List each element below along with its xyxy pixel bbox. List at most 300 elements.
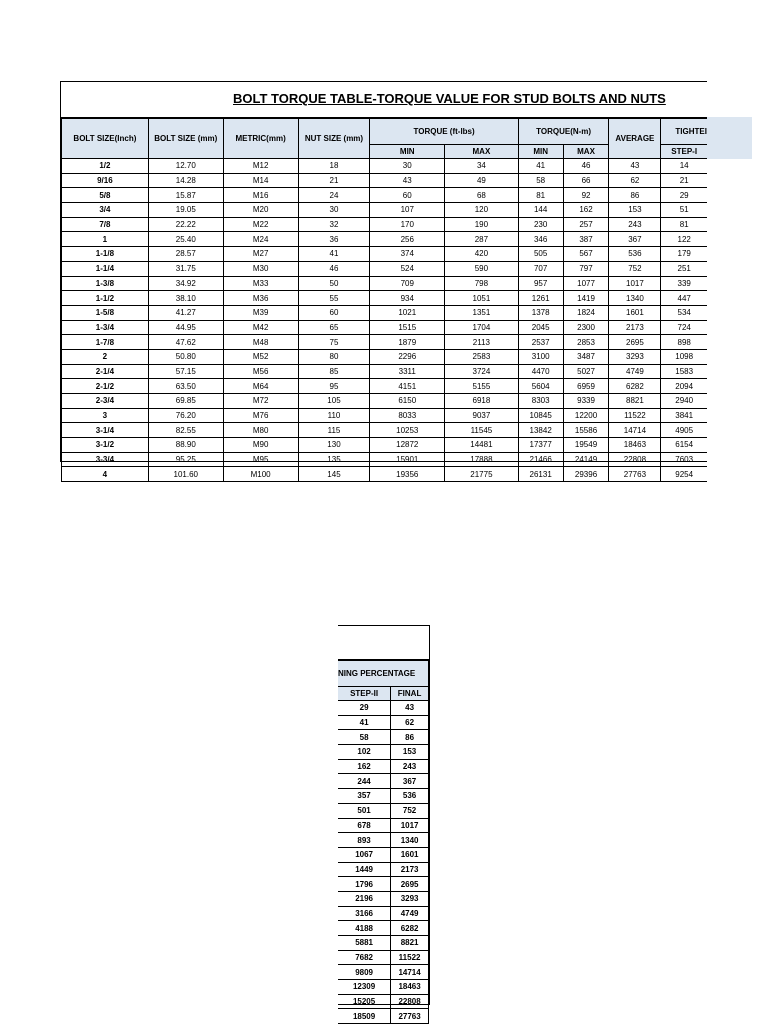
table-body-continued — [338, 701, 429, 1024]
cell-final: 4749 — [391, 906, 429, 921]
cell-bolt-size-inch: 3-1/2 — [62, 438, 149, 453]
cell-final: 243 — [391, 759, 429, 774]
cell-step1: 2940 — [661, 394, 707, 409]
cell-step1: 447 — [661, 291, 707, 306]
cell-ftlbs-max: 1051 — [445, 291, 519, 306]
cell-metric: M12 — [223, 159, 298, 174]
table-row — [338, 701, 429, 716]
cell-average: 1340 — [609, 291, 661, 306]
cell-nm-min: 4470 — [518, 364, 563, 379]
table-row — [62, 203, 708, 218]
cell-bolt-size-inch: 1-3/4 — [62, 320, 149, 335]
cell-ftlbs-max: 590 — [445, 261, 519, 276]
cell-step2: 7682 — [338, 950, 391, 965]
cell-nm-min: 26131 — [518, 467, 563, 482]
cell-final: 6282 — [391, 921, 429, 936]
cell-ftlbs-max: 5155 — [445, 379, 519, 394]
cell-bolt-size-mm: 63.50 — [148, 379, 223, 394]
cell-final: 8821 — [391, 936, 429, 951]
cell-nut-size: 135 — [298, 452, 370, 467]
cell-step2: 162 — [338, 759, 391, 774]
cell-step1: 534 — [661, 305, 707, 320]
cell-nm-min: 1378 — [518, 305, 563, 320]
cell-ftlbs-min: 170 — [370, 217, 445, 232]
table-row — [338, 730, 429, 745]
cell-step1: 339 — [661, 276, 707, 291]
cell-ftlbs-min: 709 — [370, 276, 445, 291]
cell-bolt-size-mm: 76.20 — [148, 408, 223, 423]
cell-step2: 5881 — [338, 936, 391, 951]
cell-nm-max: 29396 — [563, 467, 609, 482]
cell-ftlbs-min: 19356 — [370, 467, 445, 482]
cell-metric: M95 — [223, 452, 298, 467]
cell-nm-max: 1824 — [563, 305, 609, 320]
cell-ftlbs-max: 11545 — [445, 423, 519, 438]
cell-metric: M52 — [223, 349, 298, 364]
cell-bolt-size-mm: 69.85 — [148, 394, 223, 409]
cell-nut-size: 21 — [298, 173, 370, 188]
cell-nm-min: 707 — [518, 261, 563, 276]
cell-bolt-size-mm: 47.62 — [148, 335, 223, 350]
cell-step1: 14 — [661, 159, 707, 174]
cell-metric: M100 — [223, 467, 298, 482]
cell-ftlbs-max: 9037 — [445, 408, 519, 423]
cell-bolt-size-inch: 3-3/4 — [62, 452, 149, 467]
cell-nm-min: 230 — [518, 217, 563, 232]
table-row — [62, 320, 708, 335]
cell-metric: M14 — [223, 173, 298, 188]
cell-nm-min: 21466 — [518, 452, 563, 467]
cell-step2: 4188 — [338, 921, 391, 936]
cell-nm-max: 2300 — [563, 320, 609, 335]
cell-bolt-size-inch: 3 — [62, 408, 149, 423]
header-nm-max: MAX — [563, 145, 609, 159]
cell-final: 2695 — [391, 877, 429, 892]
torque-table — [61, 118, 707, 482]
cell-ftlbs-min: 10253 — [370, 423, 445, 438]
table-row — [338, 847, 429, 862]
cell-ftlbs-min: 1879 — [370, 335, 445, 350]
cell-nm-min: 41 — [518, 159, 563, 174]
cell-average: 1601 — [609, 305, 661, 320]
header-torque-ftlbs: TORQUE (ft-lbs) — [370, 119, 518, 145]
cell-ftlbs-max: 798 — [445, 276, 519, 291]
cell-nm-max: 6959 — [563, 379, 609, 394]
table-row — [62, 423, 708, 438]
cell-nut-size: 65 — [298, 320, 370, 335]
cell-nm-max: 66 — [563, 173, 609, 188]
header-nut-size: NUT SIZE (mm) — [298, 119, 370, 159]
header-torque-nm: TORQUE(N-m) — [518, 119, 609, 145]
cell-final: 1340 — [391, 833, 429, 848]
cell-final: 18463 — [391, 980, 429, 995]
cell-step1: 1583 — [661, 364, 707, 379]
cell-nut-size: 55 — [298, 291, 370, 306]
cell-ftlbs-max: 287 — [445, 232, 519, 247]
cell-bolt-size-inch: 1-7/8 — [62, 335, 149, 350]
cell-nm-max: 1077 — [563, 276, 609, 291]
cell-ftlbs-min: 15901 — [370, 452, 445, 467]
cell-nut-size: 85 — [298, 364, 370, 379]
cell-final: 27763 — [391, 1009, 429, 1024]
cell-step2: 29 — [338, 701, 391, 716]
table-row — [338, 921, 429, 936]
header-step1: STEP-I — [661, 145, 707, 159]
cell-nut-size: 50 — [298, 276, 370, 291]
table-row — [338, 1009, 429, 1024]
cell-bolt-size-mm: 38.10 — [148, 291, 223, 306]
cell-nut-size: 115 — [298, 423, 370, 438]
cell-nm-min: 2045 — [518, 320, 563, 335]
table-row — [62, 159, 708, 174]
cell-average: 8821 — [609, 394, 661, 409]
cell-step1: 21 — [661, 173, 707, 188]
table-row — [338, 759, 429, 774]
cell-ftlbs-max: 17888 — [445, 452, 519, 467]
cell-metric: M16 — [223, 188, 298, 203]
cell-bolt-size-mm: 19.05 — [148, 203, 223, 218]
cell-average: 1017 — [609, 276, 661, 291]
cell-nm-max: 162 — [563, 203, 609, 218]
cell-nut-size: 130 — [298, 438, 370, 453]
cell-bolt-size-inch: 2-1/2 — [62, 379, 149, 394]
cell-nm-min: 17377 — [518, 438, 563, 453]
cell-metric: M42 — [223, 320, 298, 335]
cell-ftlbs-min: 1515 — [370, 320, 445, 335]
cell-nut-size: 105 — [298, 394, 370, 409]
cell-bolt-size-mm: 34.92 — [148, 276, 223, 291]
cell-step1: 81 — [661, 217, 707, 232]
cell-nm-max: 3487 — [563, 349, 609, 364]
header-nm-min: MIN — [518, 145, 563, 159]
table-row — [62, 217, 708, 232]
cell-step2: 357 — [338, 789, 391, 804]
table-row — [62, 305, 708, 320]
cell-ftlbs-min: 12872 — [370, 438, 445, 453]
cell-ftlbs-min: 43 — [370, 173, 445, 188]
cell-metric: M27 — [223, 247, 298, 262]
cell-bolt-size-mm: 31.75 — [148, 261, 223, 276]
table-row — [62, 379, 708, 394]
cell-step2: 9809 — [338, 965, 391, 980]
cell-nut-size: 60 — [298, 305, 370, 320]
table-row — [338, 965, 429, 980]
cell-ftlbs-max: 49 — [445, 173, 519, 188]
table-row — [338, 877, 429, 892]
table-row — [62, 291, 708, 306]
header-continuation-fill — [707, 117, 752, 159]
table-row — [338, 980, 429, 995]
cell-bolt-size-mm: 82.55 — [148, 423, 223, 438]
cell-bolt-size-inch: 1-1/2 — [62, 291, 149, 306]
cell-step2: 893 — [338, 833, 391, 848]
cell-bolt-size-mm: 41.27 — [148, 305, 223, 320]
cell-bolt-size-inch: 1/2 — [62, 159, 149, 174]
cell-bolt-size-mm: 12.70 — [148, 159, 223, 174]
table-row — [338, 745, 429, 760]
cell-nm-max: 2853 — [563, 335, 609, 350]
cell-nm-min: 3100 — [518, 349, 563, 364]
table-row — [62, 349, 708, 364]
cell-nm-max: 92 — [563, 188, 609, 203]
cell-step2: 18509 — [338, 1009, 391, 1024]
header-average: AVERAGE — [609, 119, 661, 159]
cell-step1: 51 — [661, 203, 707, 218]
table-row — [338, 715, 429, 730]
cell-metric: M30 — [223, 261, 298, 276]
cell-ftlbs-min: 256 — [370, 232, 445, 247]
cell-final: 62 — [391, 715, 429, 730]
cell-nut-size: 46 — [298, 261, 370, 276]
cell-final: 1017 — [391, 818, 429, 833]
cell-final: 14714 — [391, 965, 429, 980]
cell-average: 86 — [609, 188, 661, 203]
cell-final: 2173 — [391, 862, 429, 877]
cell-average: 22808 — [609, 452, 661, 467]
cell-step2: 678 — [338, 818, 391, 833]
cell-step2: 15205 — [338, 994, 391, 1009]
cell-ftlbs-max: 190 — [445, 217, 519, 232]
cell-final: 43 — [391, 701, 429, 716]
table-row — [62, 452, 708, 467]
header-bolt-size-inch: BOLT SIZE(Inch) — [62, 119, 149, 159]
cell-ftlbs-max: 14481 — [445, 438, 519, 453]
cell-final: 11522 — [391, 950, 429, 965]
table-row — [338, 774, 429, 789]
table-row — [62, 188, 708, 203]
cell-bolt-size-mm: 28.57 — [148, 247, 223, 262]
cell-nut-size: 95 — [298, 379, 370, 394]
page-title: BOLT TORQUE TABLE-TORQUE VALUE FOR STUD BOLTS AND NUTS — [233, 91, 666, 106]
cell-final: 86 — [391, 730, 429, 745]
torque-table-page-1 — [60, 81, 707, 479]
cell-nm-min: 2537 — [518, 335, 563, 350]
cell-ftlbs-max: 120 — [445, 203, 519, 218]
cell-metric: M80 — [223, 423, 298, 438]
torque-table-page-2 — [338, 625, 430, 1021]
cell-bolt-size-inch: 1-1/4 — [62, 261, 149, 276]
table-row — [62, 232, 708, 247]
cell-average: 752 — [609, 261, 661, 276]
cell-nm-min: 10845 — [518, 408, 563, 423]
table-row — [338, 994, 429, 1009]
cell-nut-size: 36 — [298, 232, 370, 247]
cell-average: 14714 — [609, 423, 661, 438]
table-row — [62, 408, 708, 423]
table-row — [338, 803, 429, 818]
cell-average: 2695 — [609, 335, 661, 350]
cell-bolt-size-mm: 57.15 — [148, 364, 223, 379]
cell-final: 1601 — [391, 847, 429, 862]
cell-ftlbs-max: 6918 — [445, 394, 519, 409]
cell-nm-min: 346 — [518, 232, 563, 247]
cell-ftlbs-min: 6150 — [370, 394, 445, 409]
cell-nut-size: 30 — [298, 203, 370, 218]
cell-average: 4749 — [609, 364, 661, 379]
cell-bolt-size-mm: 14.28 — [148, 173, 223, 188]
cell-average: 243 — [609, 217, 661, 232]
cell-ftlbs-min: 30 — [370, 159, 445, 174]
cell-nm-max: 567 — [563, 247, 609, 262]
table-row — [62, 394, 708, 409]
cell-bolt-size-inch: 2-3/4 — [62, 394, 149, 409]
cell-step1: 6154 — [661, 438, 707, 453]
cell-average: 367 — [609, 232, 661, 247]
cell-step2: 1796 — [338, 877, 391, 892]
cell-nm-max: 9339 — [563, 394, 609, 409]
cell-metric: M24 — [223, 232, 298, 247]
cell-ftlbs-min: 934 — [370, 291, 445, 306]
cell-step1: 29 — [661, 188, 707, 203]
cell-metric: M56 — [223, 364, 298, 379]
cell-step1: 1098 — [661, 349, 707, 364]
table-row — [62, 467, 708, 482]
title-bar-continued — [338, 626, 429, 660]
cell-bolt-size-inch: 1-5/8 — [62, 305, 149, 320]
table-row — [338, 862, 429, 877]
cell-ftlbs-max: 1351 — [445, 305, 519, 320]
cell-bolt-size-mm: 25.40 — [148, 232, 223, 247]
cell-bolt-size-inch: 5/8 — [62, 188, 149, 203]
cell-nm-min: 1261 — [518, 291, 563, 306]
cell-bolt-size-inch: 1-1/8 — [62, 247, 149, 262]
table-row — [338, 818, 429, 833]
cell-bolt-size-mm: 44.95 — [148, 320, 223, 335]
cell-ftlbs-max: 68 — [445, 188, 519, 203]
cell-step1: 7603 — [661, 452, 707, 467]
cell-metric: M20 — [223, 203, 298, 218]
cell-nm-min: 5604 — [518, 379, 563, 394]
cell-nm-max: 1419 — [563, 291, 609, 306]
cell-step1: 122 — [661, 232, 707, 247]
cell-bolt-size-inch: 3/4 — [62, 203, 149, 218]
table-row — [338, 833, 429, 848]
table-row — [338, 950, 429, 965]
cell-nut-size: 24 — [298, 188, 370, 203]
cell-average: 2173 — [609, 320, 661, 335]
cell-metric: M48 — [223, 335, 298, 350]
cell-nm-max: 15586 — [563, 423, 609, 438]
table-row — [338, 906, 429, 921]
cell-average: 3293 — [609, 349, 661, 364]
cell-step1: 3841 — [661, 408, 707, 423]
table-row — [338, 789, 429, 804]
cell-bolt-size-mm: 88.90 — [148, 438, 223, 453]
cell-nm-max: 387 — [563, 232, 609, 247]
cell-metric: M64 — [223, 379, 298, 394]
cell-nm-min: 13842 — [518, 423, 563, 438]
cell-step2: 2196 — [338, 891, 391, 906]
header-tightening: TIGHTEI — [661, 119, 707, 145]
cell-nm-min: 505 — [518, 247, 563, 262]
cell-average: 11522 — [609, 408, 661, 423]
cell-bolt-size-inch: 4 — [62, 467, 149, 482]
cell-step1: 2094 — [661, 379, 707, 394]
cell-nm-min: 81 — [518, 188, 563, 203]
cell-nut-size: 110 — [298, 408, 370, 423]
cell-ftlbs-min: 107 — [370, 203, 445, 218]
cell-step2: 3166 — [338, 906, 391, 921]
cell-nm-max: 19549 — [563, 438, 609, 453]
cell-metric: M72 — [223, 394, 298, 409]
cell-average: 536 — [609, 247, 661, 262]
cell-step1: 179 — [661, 247, 707, 262]
cell-bolt-size-inch: 1 — [62, 232, 149, 247]
table-row — [62, 335, 708, 350]
cell-bolt-size-mm: 50.80 — [148, 349, 223, 364]
cell-nut-size: 75 — [298, 335, 370, 350]
cell-nut-size: 18 — [298, 159, 370, 174]
table-row — [62, 173, 708, 188]
tightening-table — [338, 660, 429, 1024]
cell-bolt-size-mm: 22.22 — [148, 217, 223, 232]
cell-average: 18463 — [609, 438, 661, 453]
cell-bolt-size-inch: 2 — [62, 349, 149, 364]
cell-step2: 12309 — [338, 980, 391, 995]
cell-ftlbs-max: 1704 — [445, 320, 519, 335]
cell-ftlbs-min: 374 — [370, 247, 445, 262]
cell-bolt-size-inch: 7/8 — [62, 217, 149, 232]
cell-ftlbs-max: 21775 — [445, 467, 519, 482]
cell-metric: M90 — [223, 438, 298, 453]
cell-ftlbs-max: 2113 — [445, 335, 519, 350]
table-row — [338, 936, 429, 951]
cell-average: 27763 — [609, 467, 661, 482]
cell-average: 62 — [609, 173, 661, 188]
cell-bolt-size-mm: 95.25 — [148, 452, 223, 467]
cell-nut-size: 145 — [298, 467, 370, 482]
cell-step1: 898 — [661, 335, 707, 350]
cell-step1: 251 — [661, 261, 707, 276]
table-row — [62, 364, 708, 379]
cell-nm-min: 58 — [518, 173, 563, 188]
cell-ftlbs-max: 420 — [445, 247, 519, 262]
cell-metric: M36 — [223, 291, 298, 306]
cell-metric: M39 — [223, 305, 298, 320]
cell-step2: 501 — [338, 803, 391, 818]
cell-nm-max: 24149 — [563, 452, 609, 467]
cell-nm-max: 797 — [563, 261, 609, 276]
cell-step2: 1449 — [338, 862, 391, 877]
header-final: FINAL — [391, 687, 429, 701]
cell-step2: 58 — [338, 730, 391, 745]
cell-step1: 724 — [661, 320, 707, 335]
cell-ftlbs-min: 8033 — [370, 408, 445, 423]
header-metric: METRIC(mm) — [223, 119, 298, 159]
cell-nut-size: 41 — [298, 247, 370, 262]
cell-ftlbs-max: 3724 — [445, 364, 519, 379]
cell-ftlbs-min: 60 — [370, 188, 445, 203]
cell-bolt-size-inch: 9/16 — [62, 173, 149, 188]
cell-bolt-size-inch: 2-1/4 — [62, 364, 149, 379]
cell-nm-max: 257 — [563, 217, 609, 232]
cell-bolt-size-mm: 15.87 — [148, 188, 223, 203]
cell-metric: M22 — [223, 217, 298, 232]
cell-average: 43 — [609, 159, 661, 174]
cell-final: 22808 — [391, 994, 429, 1009]
cell-ftlbs-min: 2296 — [370, 349, 445, 364]
cell-final: 367 — [391, 774, 429, 789]
cell-metric: M76 — [223, 408, 298, 423]
cell-step1: 9254 — [661, 467, 707, 482]
table-body — [62, 159, 708, 482]
cell-step1: 4905 — [661, 423, 707, 438]
title-bar — [61, 82, 708, 118]
cell-nm-max: 12200 — [563, 408, 609, 423]
header-ftlbs-max: MAX — [445, 145, 519, 159]
table-row — [338, 891, 429, 906]
cell-step2: 102 — [338, 745, 391, 760]
